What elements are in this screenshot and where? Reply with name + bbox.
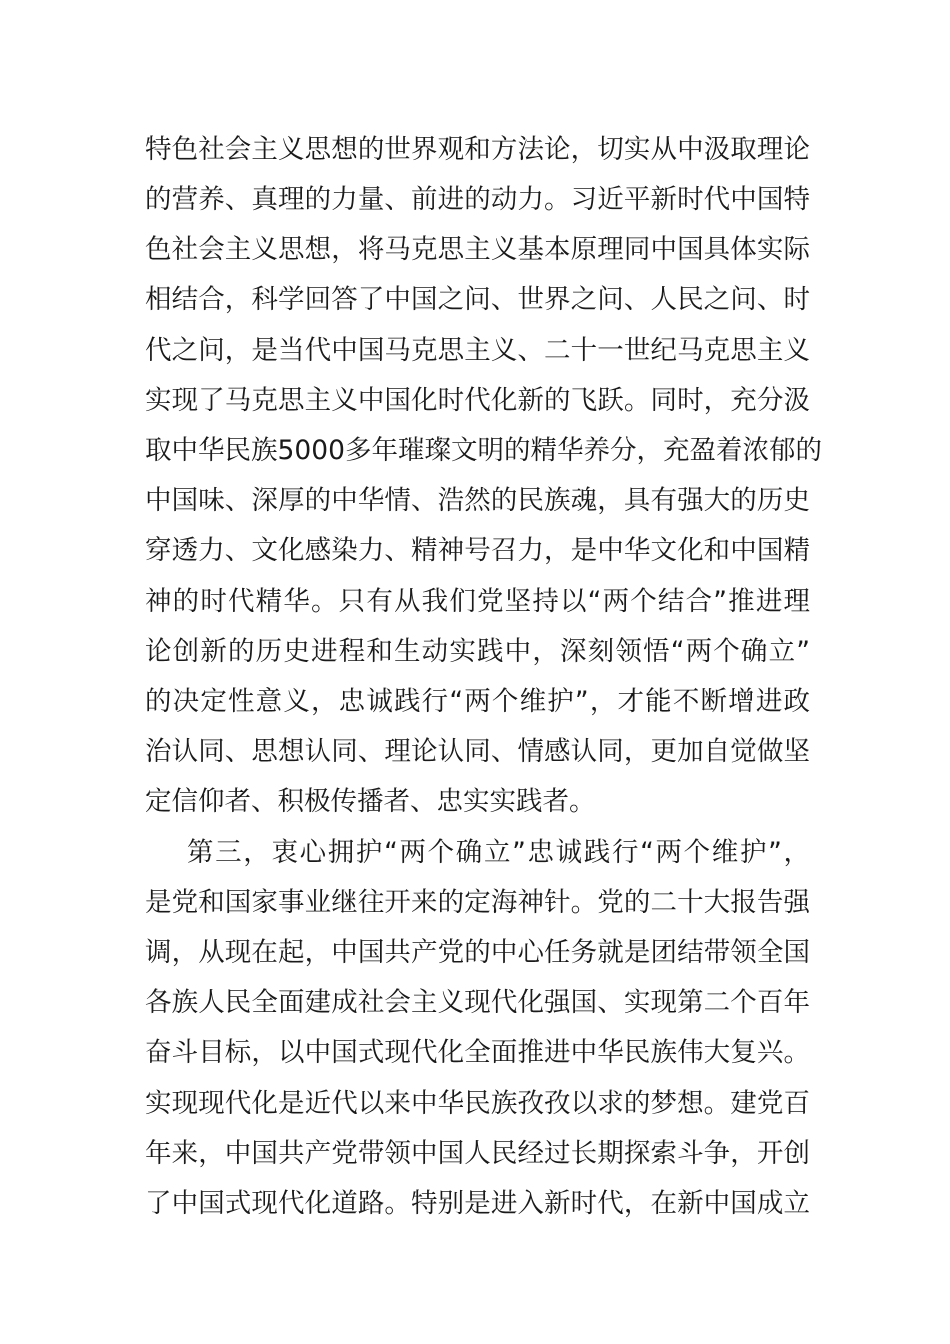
text-line: 穿透力、文化感染力、精神号召力，是中华文化和中国精 xyxy=(145,535,810,566)
text-line: 的决定性意义，忠诚践行“两个维护”，才能不断增进政 xyxy=(145,686,810,717)
text-line: 中国味、深厚的中华情、浩然的民族魂，具有强大的历史 xyxy=(145,485,810,516)
text-line: 年来，中国共产党带领中国人民经过长期探索斗争，开创 xyxy=(145,1138,810,1169)
text-line: 的营养、真理的力量、前进的动力。习近平新时代中国特 xyxy=(145,184,810,215)
text-line: 是党和国家事业继往开来的定海神针。党的二十大报告强 xyxy=(145,887,810,918)
text-line: 奋斗目标，以中国式现代化全面推进中华民族伟大复兴。 xyxy=(145,1037,810,1068)
text-line: 神的时代精华。只有从我们党坚持以“两个结合”推进理 xyxy=(145,586,810,617)
text-line: 论创新的历史进程和生动实践中，深刻领悟“两个确立” xyxy=(145,636,810,667)
text-line: 实现了马克思主义中国化时代化新的飞跃。同时，充分汲 xyxy=(145,385,810,416)
text-line: 取中华民族5000多年璀璨文明的精华养分，充盈着浓郁的 xyxy=(145,435,822,466)
paragraph-first-line: 第三，衷心拥护“两个确立”忠诚践行“两个维护”， xyxy=(187,837,810,868)
text-line: 特色社会主义思想的世界观和方法论，切实从中汲取理论 xyxy=(145,134,810,165)
text-line: 实现现代化是近代以来中华民族孜孜以求的梦想。建党百 xyxy=(145,1088,810,1119)
text-line: 调，从现在起，中国共产党的中心任务就是团结带领全国 xyxy=(145,937,810,968)
text-line: 色社会主义思想，将马克思主义基本原理同中国具体实际 xyxy=(145,234,810,265)
text-line: 各族人民全面建成社会主义现代化强国、实现第二个百年 xyxy=(145,987,810,1018)
text-line: 定信仰者、积极传播者、忠实实践者。 xyxy=(145,786,596,817)
text-line: 相结合，科学回答了中国之问、世界之问、人民之问、时 xyxy=(145,284,810,315)
text-line: 了中国式现代化道路。特别是进入新时代，在新中国成立 xyxy=(145,1188,810,1219)
text-line: 代之问，是当代中国马克思主义、二十一世纪马克思主义 xyxy=(145,335,810,366)
text-line: 治认同、思想认同、理论认同、情感认同，更加自觉做坚 xyxy=(145,736,810,767)
